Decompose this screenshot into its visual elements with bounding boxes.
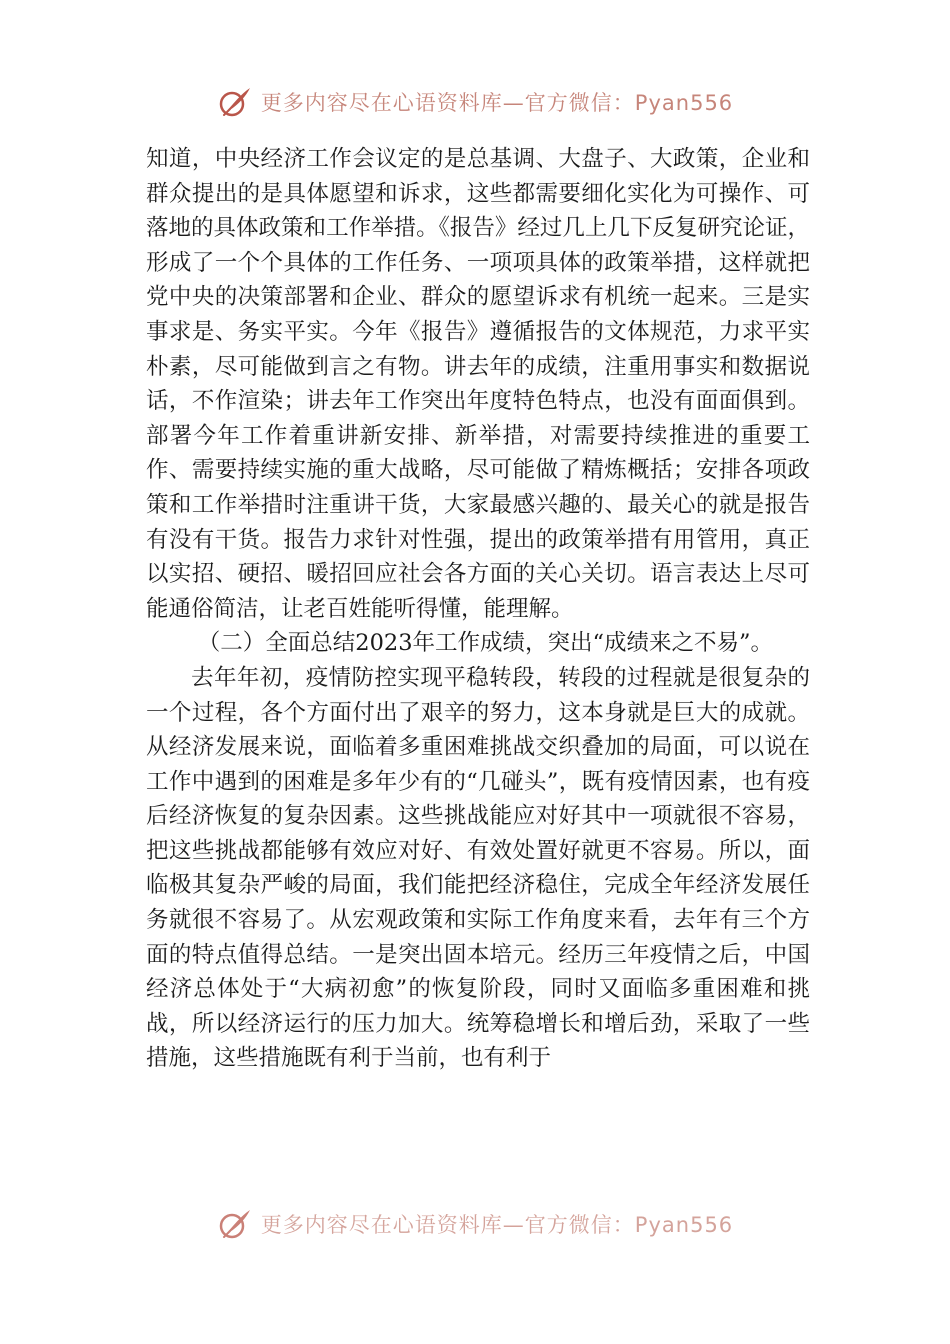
watermark-top bbox=[0, 82, 950, 122]
section-heading: （二）全面总结2023年工作成绩，突出“成绩来之不易”。 bbox=[197, 630, 774, 657]
document-body bbox=[146, 142, 810, 1076]
watermark-bottom bbox=[0, 1204, 950, 1244]
paragraph: 知道，中央经济工作会议定的是总基调、大盘子、大政策，企业和群众提出的是具体愿望和诉求，这些都需要细化实化为可操作、可落地的具体政策和工作举措。《报告》经过几上几下反复研究论证，形成了一个个具体的工作任务、一项项具体的政策举措，这样就把党中央的决策部署和企业、群众的愿望诉求有机统一起来。三是实事求是、务实平实。今年《报告》遵循报告的文体规范，力求平实朴素，尽可能做到言之有物。讲去年的成绩，注重用事实和数据说话，不作渲染；讲去年工作突出年度特色特点，也没有面面俱到。部署今年工作着重讲新安排、新举措，对需要持续推进的重要工作、需要持续实施的重大战略，尽可能做了精炼概括；安排各项政策和工作举措时注重讲干货，大家最感兴趣的、最关心的就是报告有没有干货。报告力求针对性强，提出的政策举措有用管用，真正以实招、硬招、暖招回应社会各方面的关心关切。语言表达上尽可能通俗简洁，让老百姓能听得懂，能理解。 bbox=[146, 146, 810, 622]
paragraph: 去年年初，疫情防控实现平稳转段，转段的过程就是很复杂的一个过程，各个方面付出了艰辛的努力，这本身就是巨大的成就。从经济发展来说，面临着多重困难挑战交织叠加的局面，可以说在工作中遇到的困难是多年少有的“几碰头”，既有疫情因素，也有疫后经济恢复的复杂因素。这些挑战能应对好其中一项就很不容易，把这些挑战都能够有效应对好、有效处置好就更不容易。所以，面临极其复杂严峻的局面，我们能把经济稳住，完成全年经济发展任务就很不容易了。从宏观政策和实际工作角度来看，去年有三个方面的特点值得总结。一是突出固本培元。经历三年疫情之后，中国经济总体处于“大病初愈”的恢复阶段，同时又面临多重困难和挑战，所以经济运行的压力加大。统筹稳增长和增后劲，采取了一些措施，这些措施既有利于当前，也有利于 bbox=[146, 664, 810, 1072]
quill-logo-icon bbox=[217, 1206, 253, 1242]
watermark-text: 更多内容尽在心语资料库—官方微信：Pyan556 bbox=[260, 91, 734, 115]
watermark-text: 更多内容尽在心语资料库—官方微信：Pyan556 bbox=[260, 1213, 734, 1237]
quill-logo-icon bbox=[217, 84, 253, 120]
